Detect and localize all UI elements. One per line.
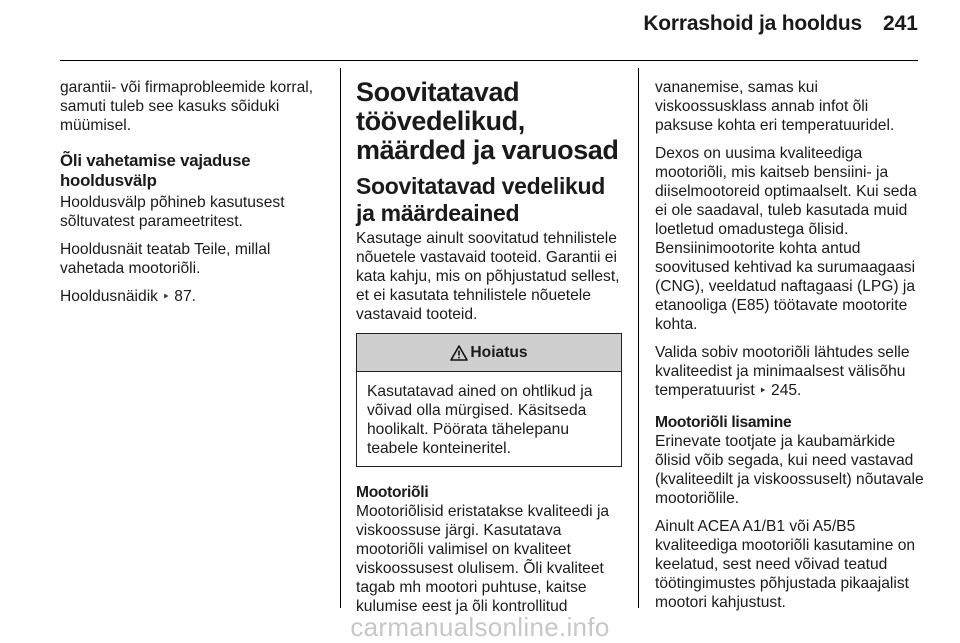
column-separator (340, 68, 341, 608)
warning-title: Hoiatus (470, 343, 528, 361)
section-heading: Õli vahetamise vajaduse hooldusvälp (60, 151, 251, 190)
page-reference-icon: ‣ (162, 289, 170, 304)
warning-text: Kasutatavad ained on ohtlikud ja võivad olla mürgised. Käsitseda hoolikalt. Pöörata tähelepanu teabele konteineritel. (367, 383, 593, 457)
column-3 (655, 78, 925, 621)
column-separator (638, 68, 639, 608)
page-reference[interactable]: 87. (169, 288, 196, 305)
warning-triangle-icon (450, 345, 468, 361)
paragraph: Ainult ACEA A1/B1 või A5/B5 kvaliteediga mootoriõli kasutamine on keelatud, sest need võivad teatud töötingimustes põhjustada pikaajalist mootori kahjustust. (655, 518, 916, 611)
warning-box (356, 333, 622, 467)
paragraph: vananemise, samas kui viskoossusklass annab infot õli paksuse kohta eri temperatuuridel. (655, 79, 895, 134)
chapter-title: Soovitatavad töövedelikud, määrded ja varuosad (356, 77, 619, 165)
paragraph: Hooldusvälp põhineb kasutusest sõltuvatest parameetritest. (60, 194, 285, 230)
paragraph: Mootoriõlisid eristatakse kvaliteedi ja viskoossuse järgi. Kasutatava mootoriõli valimisel on kvaliteet viskoossusest olulisem. Õli kvaliteet tagab mh mootori puhtuse, kaitse kulumise eest ja õli kontrollitud (356, 503, 610, 615)
paragraph-with-reference (60, 287, 332, 306)
paragraph: Kasutage ainult soovitatud tehnilistele nõuetele vastavaid tooteid. Garantii ei kata kahju, mis on põhjustatud sellest, et ei kasutata tehnilistele nõuetele vastavaid tooteid. (356, 230, 620, 323)
paragraph-with-reference (655, 343, 925, 400)
paragraph: garantii- või firmaprobleemide korral, samuti tuleb see kasuks sõiduki müümisel. (60, 79, 314, 134)
paragraph-text: Valida sobiv mootoriõli lähtudes selle kvaliteedist ja minimaalsest välisõhu temperatuurist (655, 344, 910, 399)
warning-header (357, 334, 621, 372)
column-2 (356, 78, 624, 616)
section-heading: Mootoriõli lisamine (655, 414, 792, 431)
section-title: Soovitatavad vedelikud ja määrdeained (356, 173, 606, 226)
page-reference-icon: ‣ (759, 383, 767, 398)
header-rule (60, 60, 918, 61)
paragraph: Hooldusnäit teatab Teile, millal vahetada mootoriõli. (60, 241, 271, 277)
page-number: 241 (882, 12, 918, 35)
paragraph: Dexos on uusima kvaliteediga mootoriõli, mis kaitseb bensiini- ja diiselmootoreid optimaalselt. Kui seda ei ole saadaval, tuleb kasutada muid loetletud omadustega õlisid. Bensiinimootorite kohta antud soovitused kehtivad ka surumaagaasi (CNG), veeldatud naftagaasi (LPG) ja etanooliga (E85) töötavate mootorite kohta. (655, 145, 917, 333)
watermark: carmanualsonline.info (350, 612, 610, 642)
warning-body (357, 372, 621, 466)
paragraph-text: Hooldusnäidik (60, 288, 163, 305)
header-title: Korrashoid ja hooldus (643, 12, 862, 35)
column-1 (60, 78, 332, 315)
page-reference[interactable]: 245. (766, 382, 802, 399)
section-heading: Mootoriõli (356, 484, 429, 501)
paragraph: Erinevate tootjate ja kaubamärkide õlisid võib segada, kui need vastavad (kvaliteedilt ja viskoossuselt) nõutavale mootoriõlile. (655, 433, 924, 507)
